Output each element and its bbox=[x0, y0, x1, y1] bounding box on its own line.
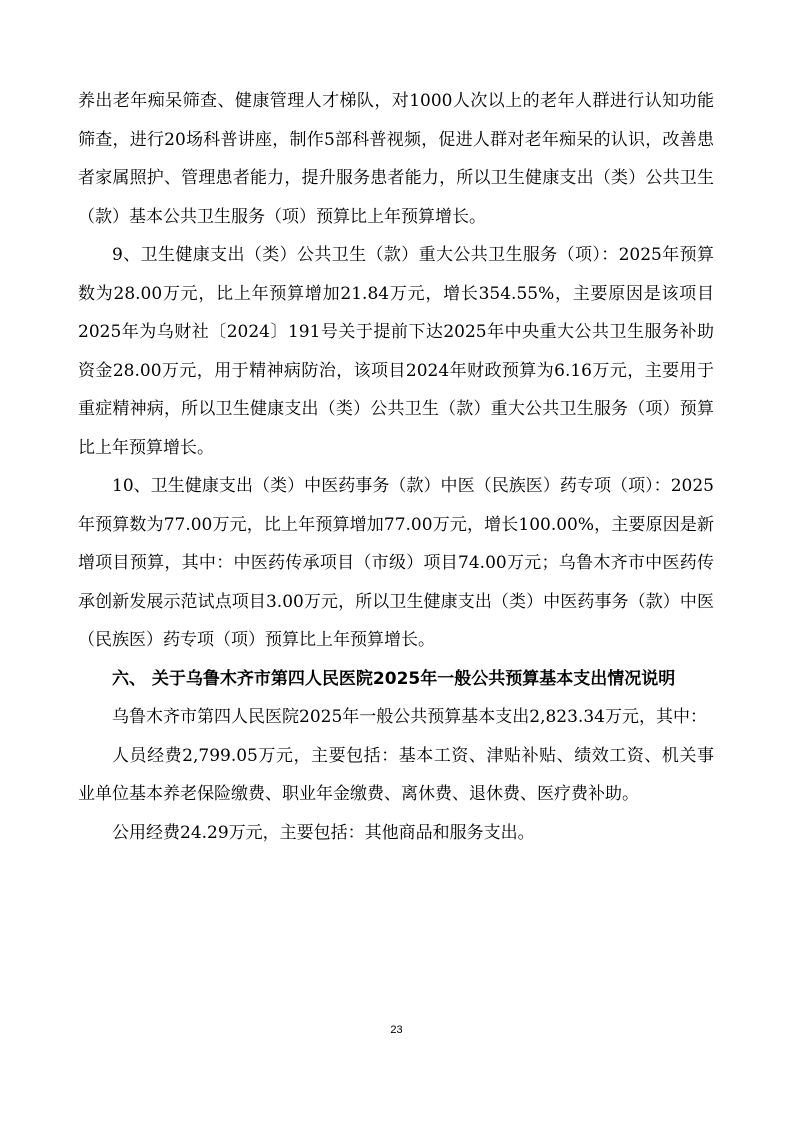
section-heading: 六、 关于乌鲁木齐市第四人民医院2025年一般公共预算基本支出情况说明 bbox=[112, 668, 676, 689]
paragraph-public-expenses: 公用经费24.29万元，主要包括：其他商品和服务支出。 bbox=[112, 822, 535, 843]
paragraph-personnel-expenses: 人员经费2,799.05万元，主要包括：基本工资、津贴补贴、绩效工资、机关事业单位基本养老保险缴费、职业年金缴费、离休费、退休费、医疗费补助。 bbox=[78, 745, 714, 804]
paragraph-basic-expenditure: 乌鲁木齐市第四人民医院2025年一般公共预算基本支出2,823.34万元，其中： bbox=[112, 707, 707, 727]
paragraph-item-9: 9、卫生健康支出（类）公共卫生（款）重大公共卫生服务（项）：2025年预算数为28.00万元，比上年预算增加21.84万元，增长354.55%，主要原因是该项目2025年为乌财社〔2024〕191号关于提前下达2025年中央重大公共卫生服务补助资金28.00万元，用于精神病防治，该项目2024年财政预算为6.16万元，主要用于重症精神病，所以卫生健康支出（类）公共卫生（款）重大公共卫生服务（项）预算比上年预算增长。 bbox=[78, 245, 714, 458]
paragraph-continued: 养出老年痴呆筛查、健康管理人才梯队，对1000人次以上的老年人群进行认知功能筛查，进行20场科普讲座，制作5部科普视频，促进人群对老年痴呆的认识，改善患者家属照护、管理患者能力，提升服务患者能力，所以卫生健康支出（类）公共卫生（款）基本公共卫生服务（项）预算比上年预算增长。 bbox=[78, 91, 714, 227]
page-number: 23 bbox=[390, 1024, 403, 1036]
paragraph-item-10: 10、卫生健康支出（类）中医药事务（款）中医（民族医）药专项（项）：2025年预算数为77.00万元，比上年预算增加77.00万元，增长100.00%，主要原因是新增项目预算，其中：中医药传承项目（市级）项目74.00万元；乌鲁木齐市中医药传承创新发展示范试点项目3.00万元，所以卫生健康支出（类）中医药事务（款）中医（民族医）药专项（项）预算比上年预算增长。 bbox=[78, 476, 714, 650]
page-content bbox=[78, 82, 714, 852]
